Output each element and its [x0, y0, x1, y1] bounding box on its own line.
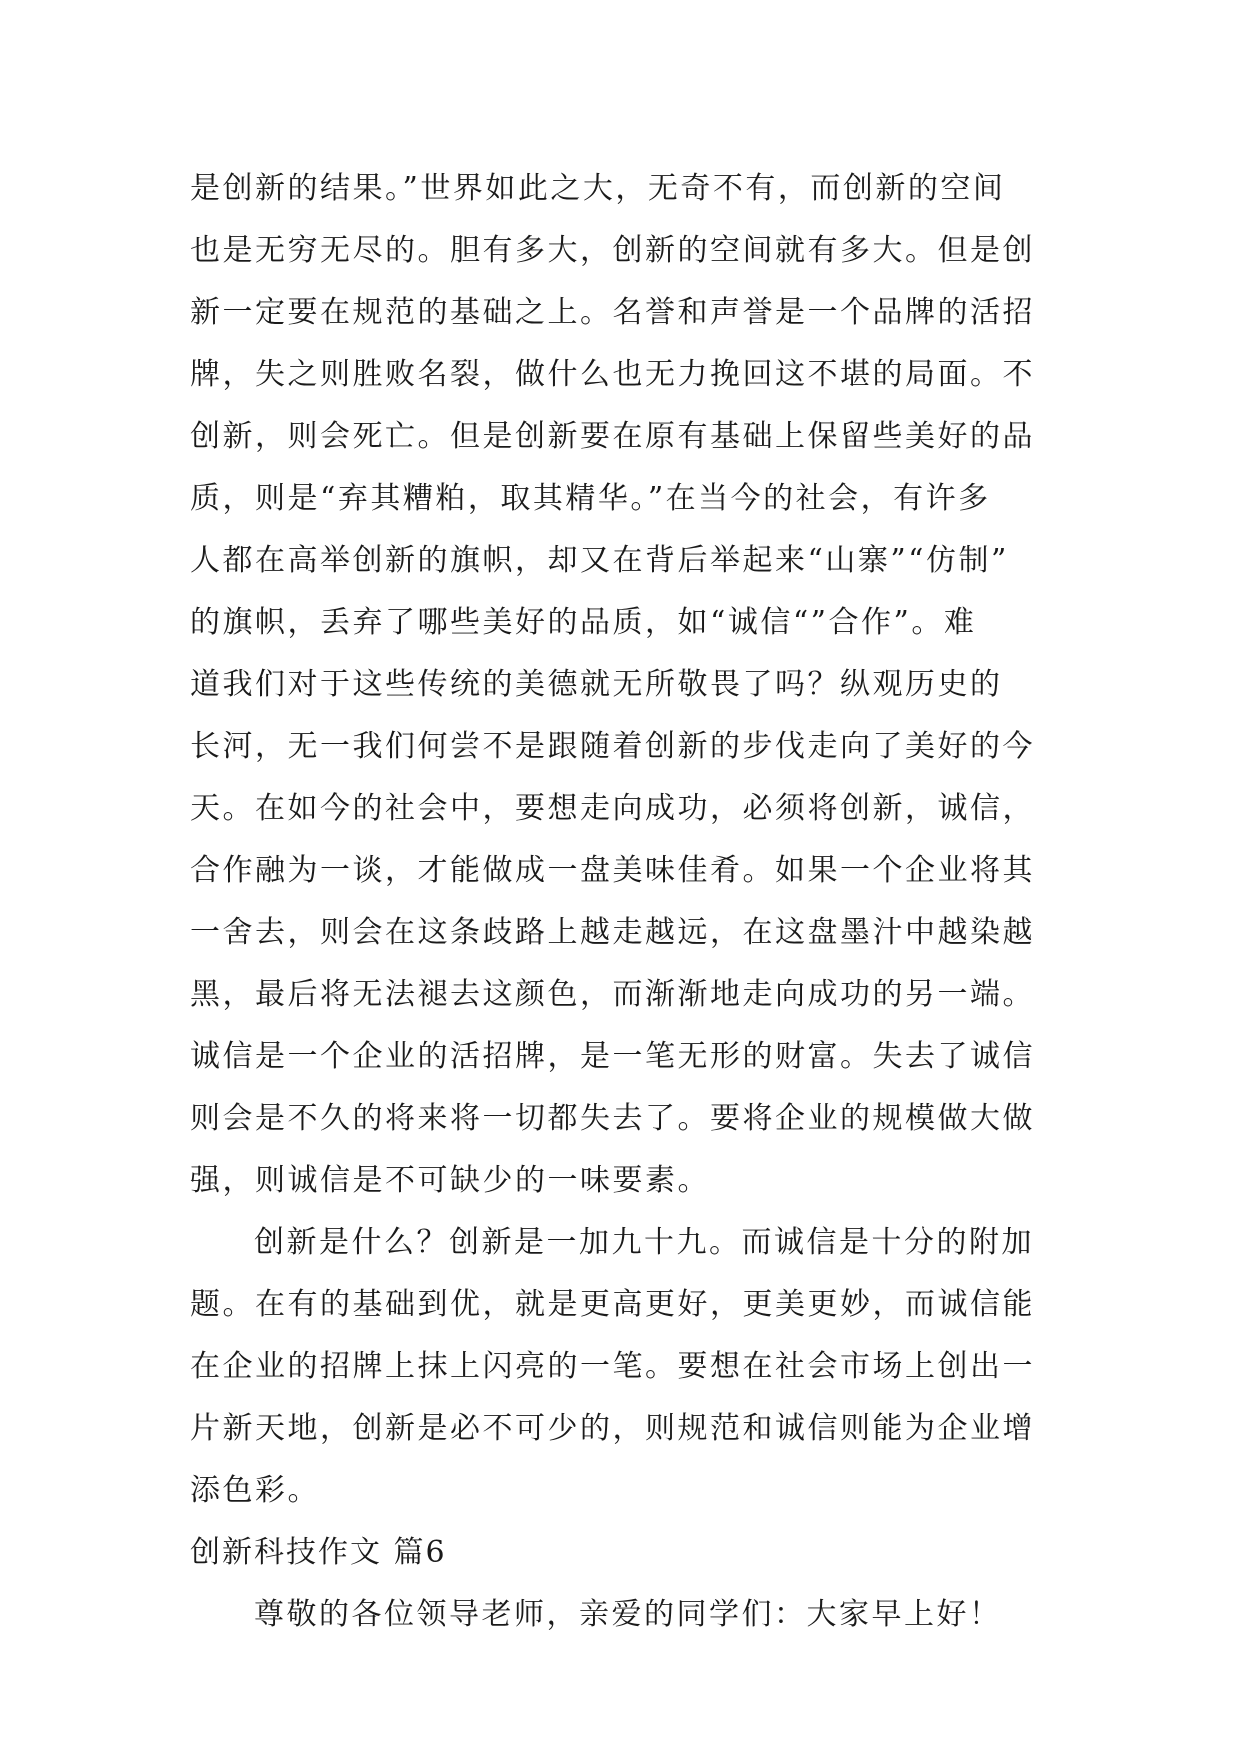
- body-paragraph: [190, 1212, 1050, 1522]
- body-paragraph: [190, 158, 1050, 1212]
- text-line: 片新天地，创新是必不可少的，则规范和诚信则能为企业增: [190, 1411, 1035, 1446]
- document-body: [190, 158, 1050, 1646]
- body-paragraph: [190, 1584, 1050, 1646]
- text-line: 创新，则会死亡。但是创新要在原有基础上保留些美好的品: [190, 419, 1035, 454]
- text-line: 尊敬的各位领导老师，亲爱的同学们：大家早上好！: [254, 1597, 1002, 1632]
- text-line: 也是无穷无尽的。胆有多大，创新的空间就有多大。但是创: [190, 233, 1035, 268]
- text-line: 人都在高举创新的旗帜，却又在背后举起来“山寨”“仿制”: [190, 543, 1009, 578]
- text-line: 道我们对于这些传统的美德就无所敬畏了吗？纵观历史的: [190, 667, 1003, 702]
- text-line: 是创新的结果。”世界如此之大，无奇不有，而创新的空间: [190, 171, 1006, 206]
- text-line: 添色彩。: [190, 1473, 320, 1508]
- text-line: 则会是不久的将来将一切都失去了。要将企业的规模做大做: [190, 1101, 1035, 1136]
- text-line: 在企业的招牌上抹上闪亮的一笔。要想在社会市场上创出一: [190, 1349, 1035, 1384]
- text-line: 黑，最后将无法褪去这颜色，而渐渐地走向成功的另一端。: [190, 977, 1035, 1012]
- text-line: 牌，失之则胜败名裂，做什么也无力挽回这不堪的局面。不: [190, 357, 1035, 392]
- text-line: 合作融为一谈，才能做成一盘美味佳肴。如果一个企业将其: [190, 853, 1035, 888]
- text-line: 长河，无一我们何尝不是跟随着创新的步伐走向了美好的今: [190, 729, 1035, 764]
- text-line: 的旗帜，丢弃了哪些美好的品质，如“诚信“”合作”。难: [190, 605, 977, 640]
- text-line: 新一定要在规范的基础之上。名誉和声誉是一个品牌的活招: [190, 295, 1035, 330]
- text-line: 创新是什么？创新是一加九十九。而诚信是十分的附加: [254, 1225, 1034, 1260]
- text-line: 强，则诚信是不可缺少的一味要素。: [190, 1163, 710, 1198]
- section-heading: 创新科技作文 篇6: [190, 1535, 447, 1570]
- text-line: 一舍去，则会在这条歧路上越走越远，在这盘墨汁中越染越: [190, 915, 1035, 950]
- text-line: 题。在有的基础到优，就是更高更好，更美更妙，而诚信能: [190, 1287, 1035, 1322]
- text-line: 天。在如今的社会中，要想走向成功，必须将创新，诚信，: [190, 791, 1035, 826]
- text-line: 诚信是一个企业的活招牌，是一笔无形的财富。失去了诚信: [190, 1039, 1035, 1074]
- text-line: 质，则是“弃其糟粕，取其精华。”在当今的社会，有许多: [190, 481, 991, 516]
